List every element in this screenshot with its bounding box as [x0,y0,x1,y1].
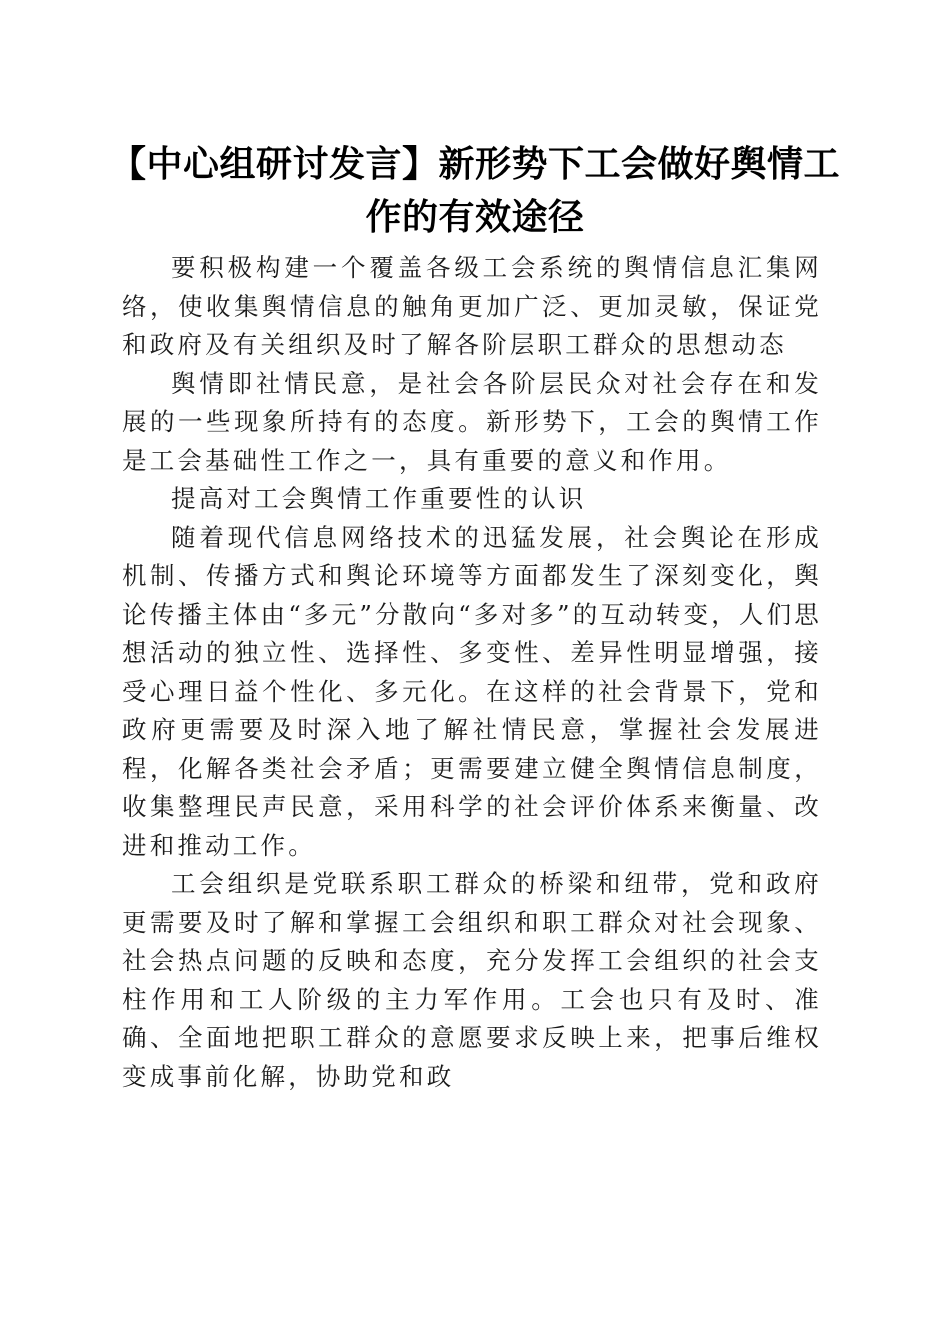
document-title: 【中心组研讨发言】新形势下工会做好舆情工作的有效途径 [110,143,841,238]
paragraph: 工会组织是党联系职工群众的桥梁和纽带，党和政府更需要及时了解和掌握工会组织和职工群众对社会现象、社会热点问题的反映和态度，充分发挥工会组织的社会支柱作用和工人阶级的主力军作用。工会也只有及时、准确、全面地把职工群众的意愿要求反映上来，把事后维权变成事前化解，协助党和政 [122,869,822,1091]
document-body [122,249,822,1096]
paragraph: 舆情即社情民意，是社会各阶层民众对社会存在和发展的一些现象所持有的态度。新形势下，工会的舆情工作是工会基础性工作之一，具有重要的意义和作用。 [122,368,822,475]
paragraph: 要积极构建一个覆盖各级工会系统的舆情信息汇集网络，使收集舆情信息的触角更加广泛、更加灵敏，保证党和政府及有关组织及时了解各阶层职工群众的思想动态 [122,253,822,359]
section-heading: 提高对工会舆情工作重要性的认识 [171,484,587,513]
paragraph: 随着现代信息网络技术的迅猛发展，社会舆论在形成机制、传播方式和舆论环境等方面都发生了深刻变化，舆论传播主体由“多元”分散向“多对多”的互动转变，人们思想活动的独立性、选择性、多变性、差异性明显增强，接受心理日益个性化、多元化。在这样的社会背景下，党和政府更需要及时深入地了解社情民意，掌握社会发展进程，化解各类社会矛盾；更需要建立健全舆情信息制度，收集整理民声民意，采用科学的社会评价体系来衡量、改进和推动工作。 [122,522,822,860]
